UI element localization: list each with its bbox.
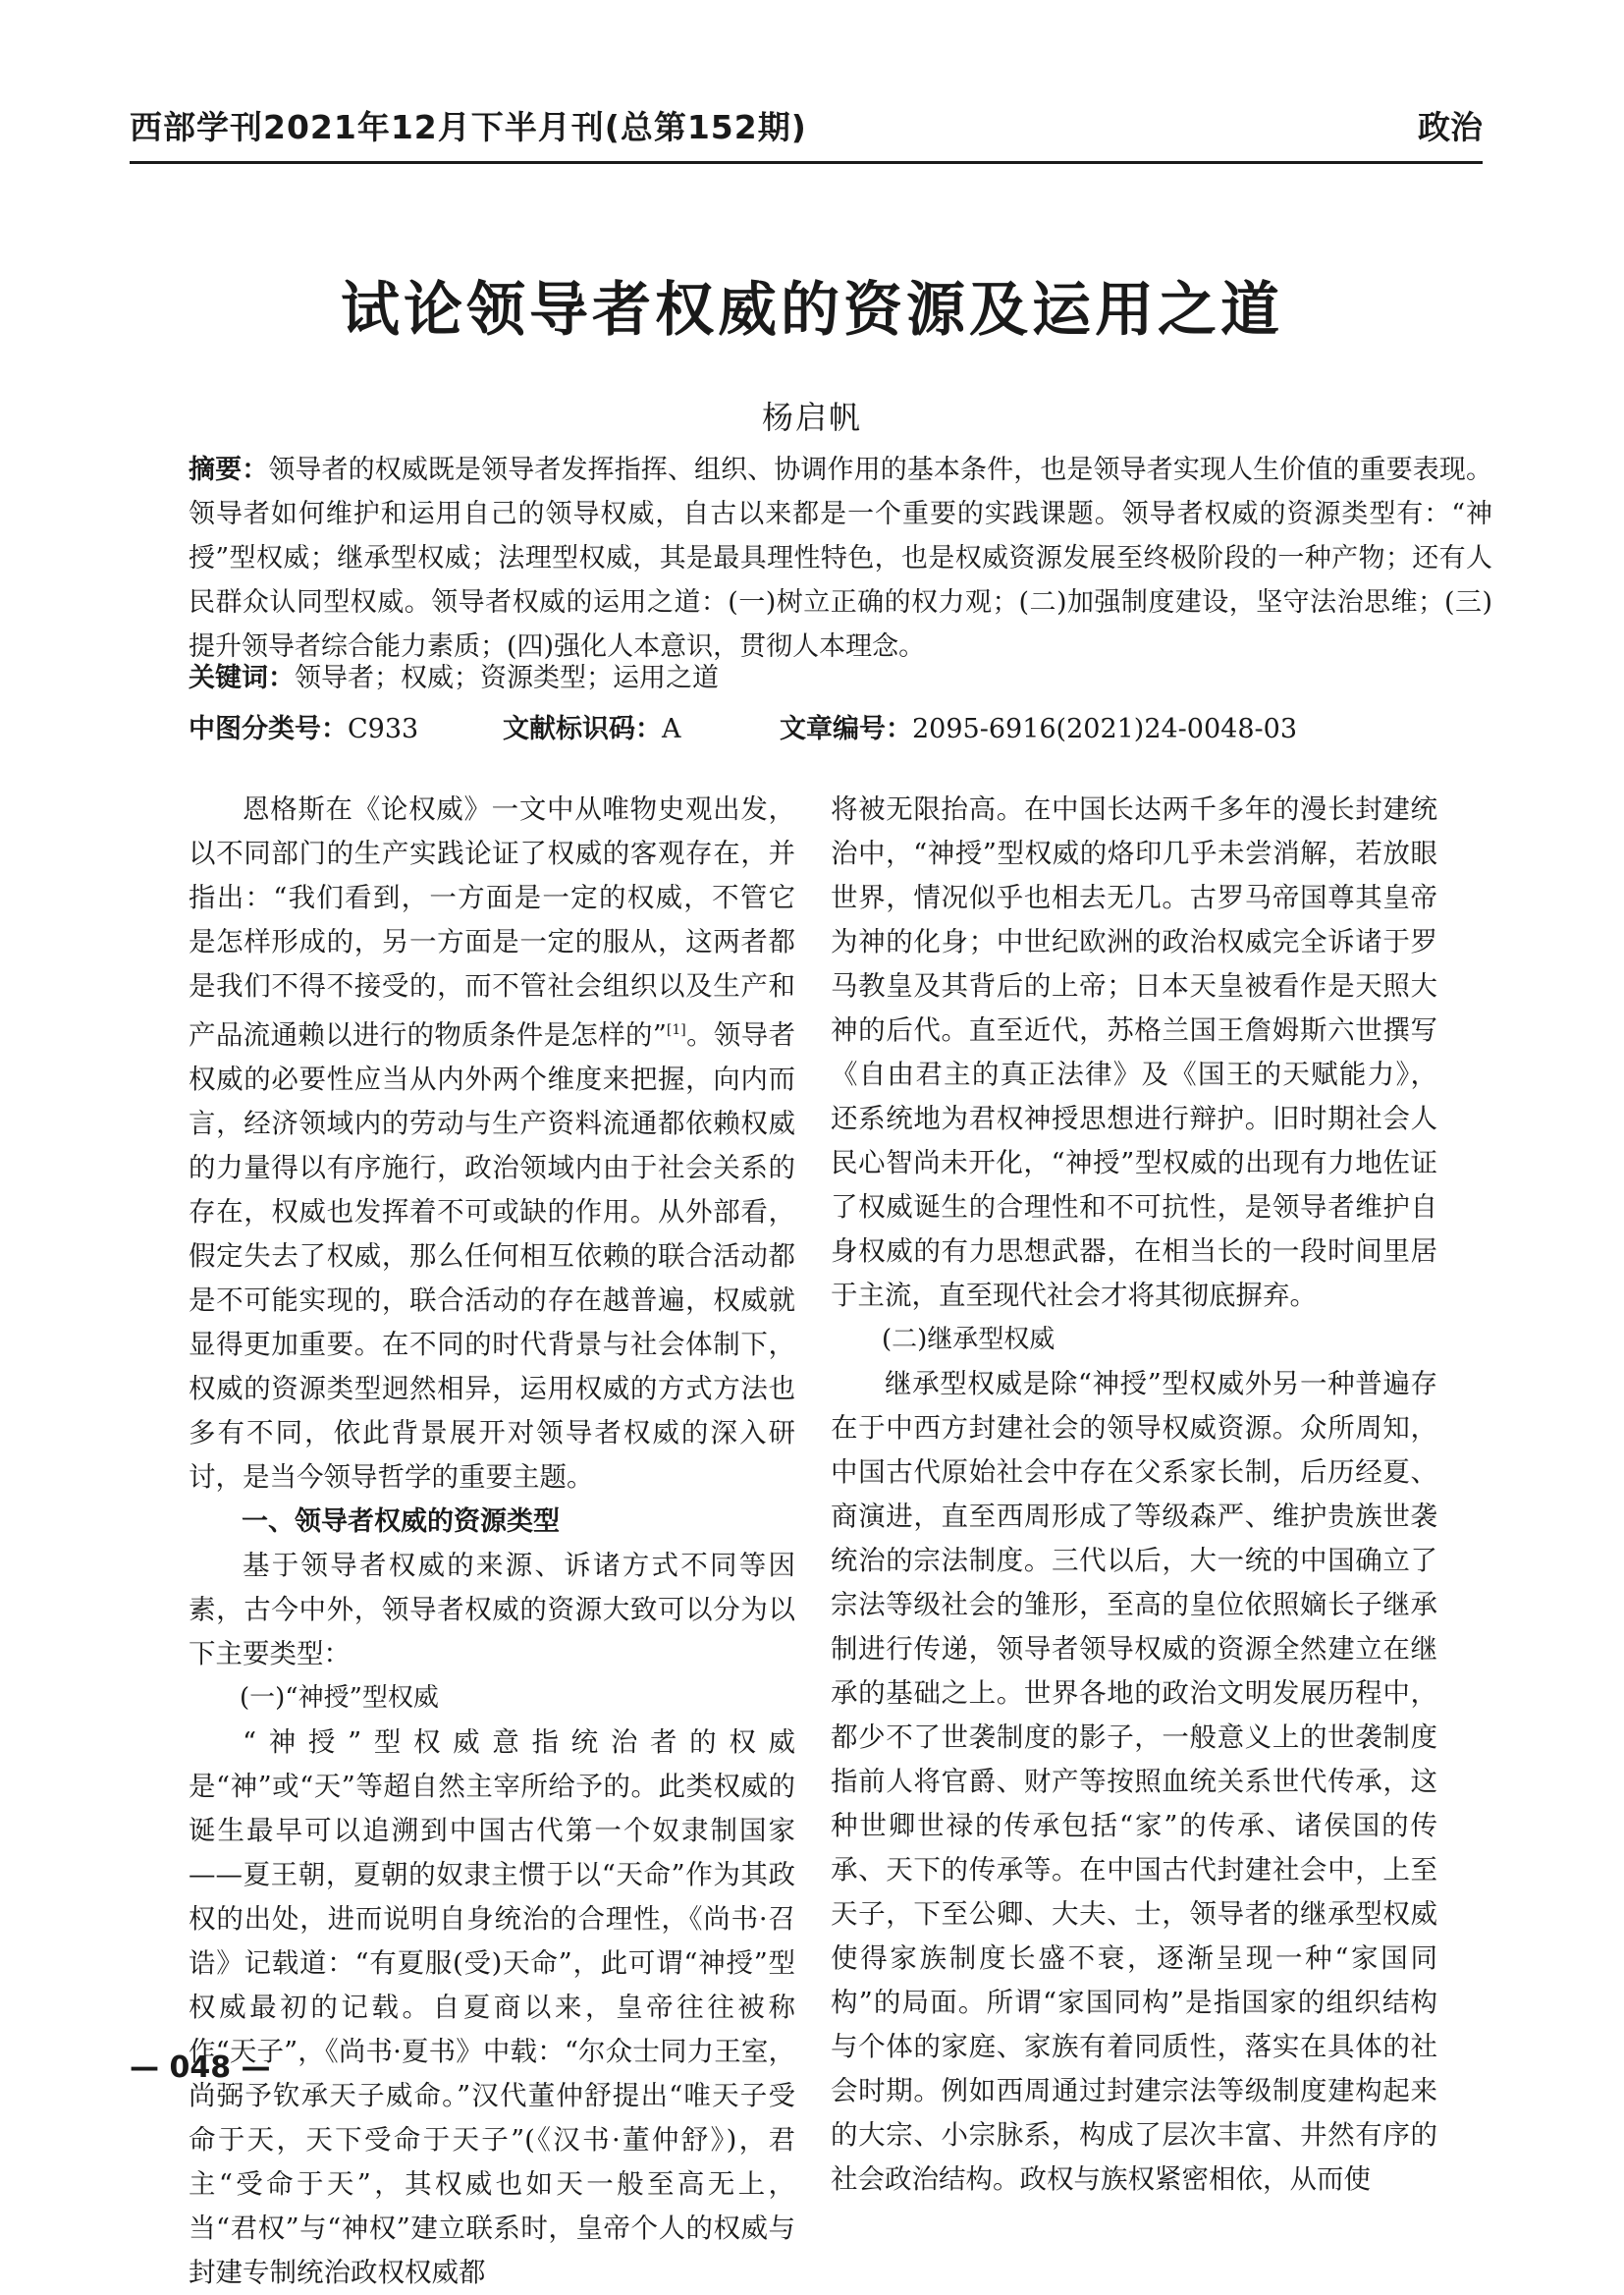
article-label: 文章编号：	[780, 714, 912, 744]
keywords	[189, 656, 719, 694]
citation-ref: [1]	[666, 1022, 686, 1038]
section-heading: 一、领导者权威的资源类型	[242, 1506, 560, 1538]
author-name: 杨启帆	[761, 399, 862, 436]
abstract	[189, 448, 1492, 669]
keywords-label: 关键词：	[189, 663, 295, 693]
paragraph: “神授”型权威意指统治者的权威是“神”或“天”等超自然主宰所给予的。此类权威的诞生最早可以追溯到中国古代第一个奴隶制国家——夏王朝，夏朝的奴隶主惯于以“天命”作为其政权的出处，进而说明自身统治的合理性，《尚书·召诰》记载道：“有夏服(受)天命”，此可谓“神授”型权威最初的记载。自夏商以来，皇帝往往被称作“天子”，《尚书·夏书》中载：“尔众士同力王室，尚弼予钦承天子威命。”汉代董仲舒提出“唯天子受命于天，天下受命于天子”(《汉书·董仲舒》)，君主“受命于天”，其权威也如天一般至高无上，当“君权”与“神权”建立联系时，皇帝个人的权威与封建专制统治政权权威都	[189, 1726, 795, 2289]
header-rule	[130, 161, 1483, 164]
section-label: 政治	[1418, 108, 1483, 146]
keywords-text: 领导者；权威；资源类型；运用之道	[295, 663, 719, 693]
clc-number	[189, 707, 418, 745]
article-title: 试论领导者权威的资源及运用之道	[341, 276, 1283, 345]
body-column-left	[189, 788, 795, 2295]
subsection-heading: (一)“神授”型权威	[240, 1683, 439, 1714]
article-number	[780, 707, 1297, 745]
paragraph: 基于领导者权威的来源、诉诸方式不同等因素，古今中外，领导者权威的资源大致可以分为以下主要类型：	[189, 1550, 795, 1670]
doc-label: 文献标识码：	[503, 714, 662, 744]
body-column-right	[831, 788, 1437, 2202]
doc-value: A	[662, 714, 681, 744]
paragraph: 恩格斯在《论权威》一文中从唯物史观出发，以不同部门的生产实践论证了权威的客观存在，并指出：“我们看到，一方面是一定的权威，不管它是怎样形成的，另一方面是一定的服从，这两者都是我们不得不接受的，而不管社会组织以及生产和产品流通赖以进行的物质条件是怎样的”[1]。领导者权威的必要性应当从内外两个维度来把握，向内而言，经济领域内的劳动与生产资料流通都依赖权威的力量得以有序施行，政治领域内由于社会关系的存在，权威也发挥着不可或缺的作用。从外部看，假定失去了权威，那么任何相互依赖的联合活动都是不可能实现的，联合活动的存在越普遍，权威就显得更加重要。在不同的时代背景与社会体制下，权威的资源类型迥然相异，运用权威的方式方法也多有不同，依此背景展开对领导者权威的深入研讨，是当今领导哲学的重要主题。	[189, 793, 796, 1494]
abstract-text: 领导者的权威既是领导者发挥指挥、组织、协调作用的基本条件，也是领导者实现人生价值的重要表现。领导者如何维护和运用自己的领导权威，自古以来都是一个重要的实践课题。领导者权威的资源类型有：“神授”型权威；继承型权威；法理型权威，其是最具理性特色，也是权威资源发展至终极阶段的一种产物；还有人民群众认同型权威。领导者权威的运用之道：(一)树立正确的权力观；(二)加强制度建设，坚守法治思维；(三)提升领导者综合能力素质；(四)强化人本意识，贯彻人本理念。	[189, 455, 1492, 662]
paragraph: 将被无限抬高。在中国长达两千多年的漫长封建统治中，“神授”型权威的烙印几乎未尝消解，若放眼世界，情况似乎也相去无几。古罗马帝国尊其皇帝为神的化身；中世纪欧洲的政治权威完全诉诸于罗马教皇及其背后的上帝；日本天皇被看作是天照大神的后代。直至近代，苏格兰国王詹姆斯六世撰写《自由君主的真正法律》及《国王的天赋能力》，还系统地为君权神授思想进行辩护。旧时期社会人民心智尚未开化，“神授”型权威的出现有力地佐证了权威诞生的合理性和不可抗性，是领导者维护自身权威的有力思想武器，在相当长的一段时间里居于主流，直至现代社会才将其彻底摒弃。	[831, 793, 1437, 1311]
article-value: 2095-6916(2021)24-0048-03	[912, 714, 1298, 744]
document-code	[503, 707, 681, 745]
clc-value: C933	[348, 714, 419, 744]
page-number: — 048 —	[130, 2050, 271, 2085]
subsection-heading: (二)继承型权威	[882, 1325, 1056, 1354]
clc-label: 中图分类号：	[189, 714, 348, 744]
paragraph: 继承型权威是除“神授”型权威外另一种普遍存在于中西方封建社会的领导权威资源。众所周知，中国古代原始社会中存在父系家长制，后历经夏、商演进，直至西周形成了等级森严、维护贵族世袭统治的宗法制度。三代以后，大一统的中国确立了宗法等级社会的雏形，至高的皇位依照嫡长子继承制进行传递，领导者领导权威的资源全然建立在继承的基础之上。世界各地的政治文明发展历程中，都少不了世袭制度的影子，一般意义上的世袭制度指前人将官爵、财产等按照血统关系世代传承，这种世卿世禄的传承包括“家”的传承、诸侯国的传承、天下的传承等。在中国古代封建社会中，上至天子，下至公卿、大夫、士，领导者的继承型权威使得家族制度长盛不衰，逐渐呈现一种“家国同构”的局面。所谓“家国同构”是指国家的组织结构与个体的家庭、家族有着同质性，落实在具体的社会时期。例如西周通过封建宗法等级制度建构起来的大宗、小宗脉系，构成了层次丰富、井然有序的社会政治结构。政权与族权紧密相依，从而使	[831, 1368, 1437, 2195]
journal-issue-header: 西部学刊2021年12月下半月刊(总第152期)	[130, 108, 807, 146]
abstract-label: 摘要：	[189, 455, 269, 485]
